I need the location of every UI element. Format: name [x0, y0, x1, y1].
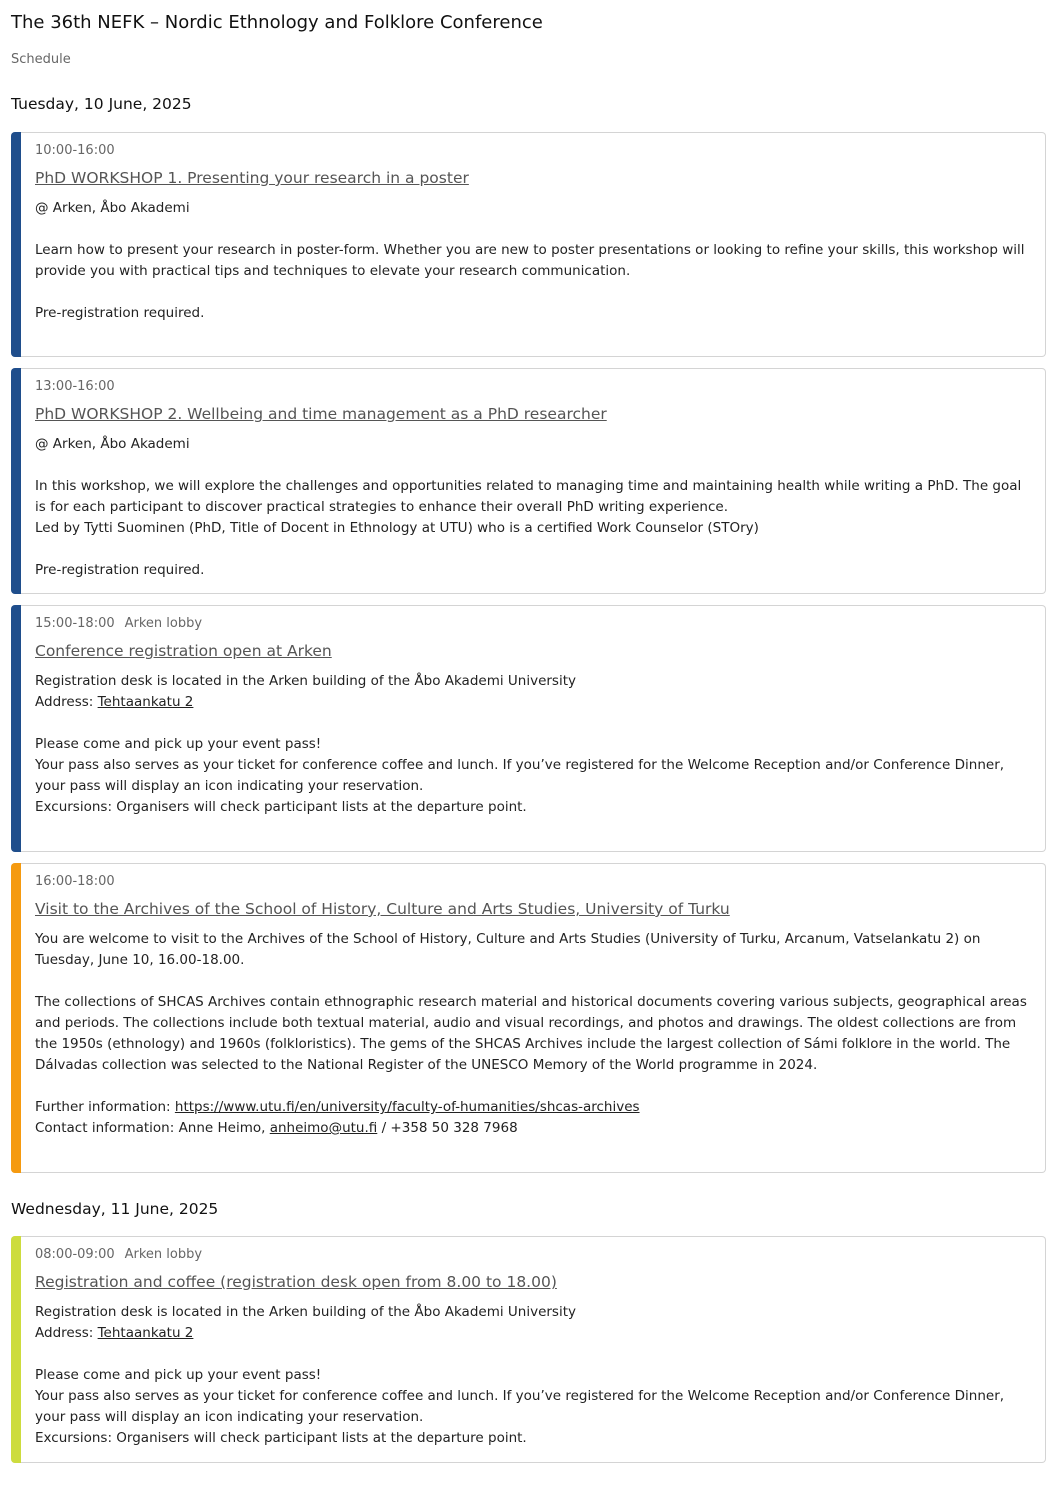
- address-link[interactable]: Tehtaankatu 2: [97, 694, 194, 710]
- event-color-bar: [11, 132, 21, 357]
- address-link[interactable]: Tehtaankatu 2: [97, 1325, 194, 1341]
- event-card: [11, 1236, 1046, 1463]
- event-time: 15:00-18:00 Arken lobby: [35, 616, 203, 631]
- event-note: Pre-registration required.: [35, 562, 205, 578]
- event-time: 10:00-16:00: [35, 143, 115, 158]
- event-color-bar: [11, 1236, 21, 1463]
- event-description-text: Please come and pick up your event pass!: [35, 1367, 322, 1383]
- event-description-text: You are welcome to visit to the Archives of the School of History, Culture and Arts Studies (University of Turku, Arcanum, Vatselankatu 2) on Tuesday, June 10, 16.00-18.00.: [35, 931, 981, 968]
- event-contact: Contact information: Anne Heimo, anheimo@utu.fi / +358 50 328 7968: [35, 1120, 518, 1136]
- event-room: Arken lobby: [124, 1247, 203, 1262]
- event-color-bar: [11, 863, 21, 1173]
- conference-title: The 36th NEFK – Nordic Ethnology and Folklore Conference: [11, 12, 543, 33]
- event-color-bar: [11, 368, 21, 594]
- event-title-link[interactable]: Conference registration open at Arken: [35, 642, 332, 660]
- event-card: [11, 132, 1046, 357]
- info-link[interactable]: https://www.utu.fi/en/university/faculty-of-humanities/shcas-archives: [174, 1099, 640, 1115]
- event-address: Address: Tehtaankatu 2: [35, 694, 194, 710]
- day-heading: Tuesday, 10 June, 2025: [11, 95, 192, 113]
- event-title-link[interactable]: Registration and coffee (registration desk open from 8.00 to 18.00): [35, 1273, 557, 1291]
- event-time: 13:00-16:00: [35, 379, 115, 394]
- event-description-text: Registration desk is located in the Arken building of the Åbo Akademi University: [35, 673, 577, 689]
- event-address: Address: Tehtaankatu 2: [35, 1325, 194, 1341]
- event-description-text: Learn how to present your research in poster-form. Whether you are new to poster presentations or looking to refine your skills, this workshop will provide you with practical tips and techniques to elevate your research communication.: [35, 242, 1025, 279]
- event-description-text: Please come and pick up your event pass!: [35, 736, 322, 752]
- event-note: Pre-registration required.: [35, 305, 205, 321]
- event-card: [11, 863, 1046, 1173]
- event-description: [35, 434, 1035, 581]
- event-description: [35, 929, 1035, 1139]
- event-time: 16:00-18:00: [35, 874, 115, 889]
- event-title-link[interactable]: Visit to the Archives of the School of History, Culture and Arts Studies, University of Turku: [35, 900, 730, 918]
- event-card: [11, 368, 1046, 594]
- event-room: Arken lobby: [124, 616, 203, 631]
- event-description-text: Excursions: Organisers will check participant lists at the departure point.: [35, 799, 527, 815]
- event-further-info: Further information: https://www.utu.fi/en/university/faculty-of-humanities/shcas-archives: [35, 1099, 640, 1115]
- event-title-link[interactable]: PhD WORKSHOP 1. Presenting your research in a poster: [35, 169, 469, 187]
- event-description-text: Registration desk is located in the Arken building of the Åbo Akademi University: [35, 1304, 577, 1320]
- day-heading: Wednesday, 11 June, 2025: [11, 1200, 219, 1218]
- event-color-bar: [11, 605, 21, 852]
- event-description-text: Your pass also serves as your ticket for conference coffee and lunch. If you’ve registered for the Welcome Reception and/or Conference Dinner, your pass will display an icon indicating your reservation.: [35, 1388, 1005, 1425]
- event-location: @ Arken, Åbo Akademi: [35, 200, 190, 216]
- event-description-text: Led by Tytti Suominen (PhD, Title of Docent in Ethnology at UTU) who is a certified Work Counselor (STOry): [35, 520, 759, 536]
- event-description: [35, 671, 1035, 818]
- event-description: [35, 198, 1035, 324]
- page-subtitle: Schedule: [11, 52, 71, 67]
- event-description-text: In this workshop, we will explore the challenges and opportunities related to managing time and maintaining health while writing a PhD. The goal is for each participant to discover practical strategies to enhance their overall PhD writing experience.: [35, 478, 1022, 515]
- event-description: [35, 1302, 1035, 1449]
- event-location: @ Arken, Åbo Akademi: [35, 436, 190, 452]
- event-description-text: Your pass also serves as your ticket for conference coffee and lunch. If you’ve registered for the Welcome Reception and/or Conference Dinner, your pass will display an icon indicating your reservation.: [35, 757, 1005, 794]
- event-description-text: The collections of SHCAS Archives contain ethnographic research material and historical documents covering various subjects, geographical areas and periods. The collections include both textual material, audio and visual recordings, and photos and drawings. The oldest collections are from the 1950s (ethnology) and 1960s (folkloristics). The gems of the SHCAS Archives include the largest collection of Sámi folklore in the world. The Dálvadas collection was selected to the National Register of the UNESCO Memory of the World programme in 2024.: [35, 994, 1027, 1073]
- email-link[interactable]: anheimo@utu.fi: [269, 1120, 378, 1136]
- event-description-text: Excursions: Organisers will check participant lists at the departure point.: [35, 1430, 527, 1446]
- event-title-link[interactable]: PhD WORKSHOP 2. Wellbeing and time management as a PhD researcher: [35, 405, 607, 423]
- event-card: [11, 605, 1046, 852]
- event-time: 08:00-09:00 Arken lobby: [35, 1247, 203, 1262]
